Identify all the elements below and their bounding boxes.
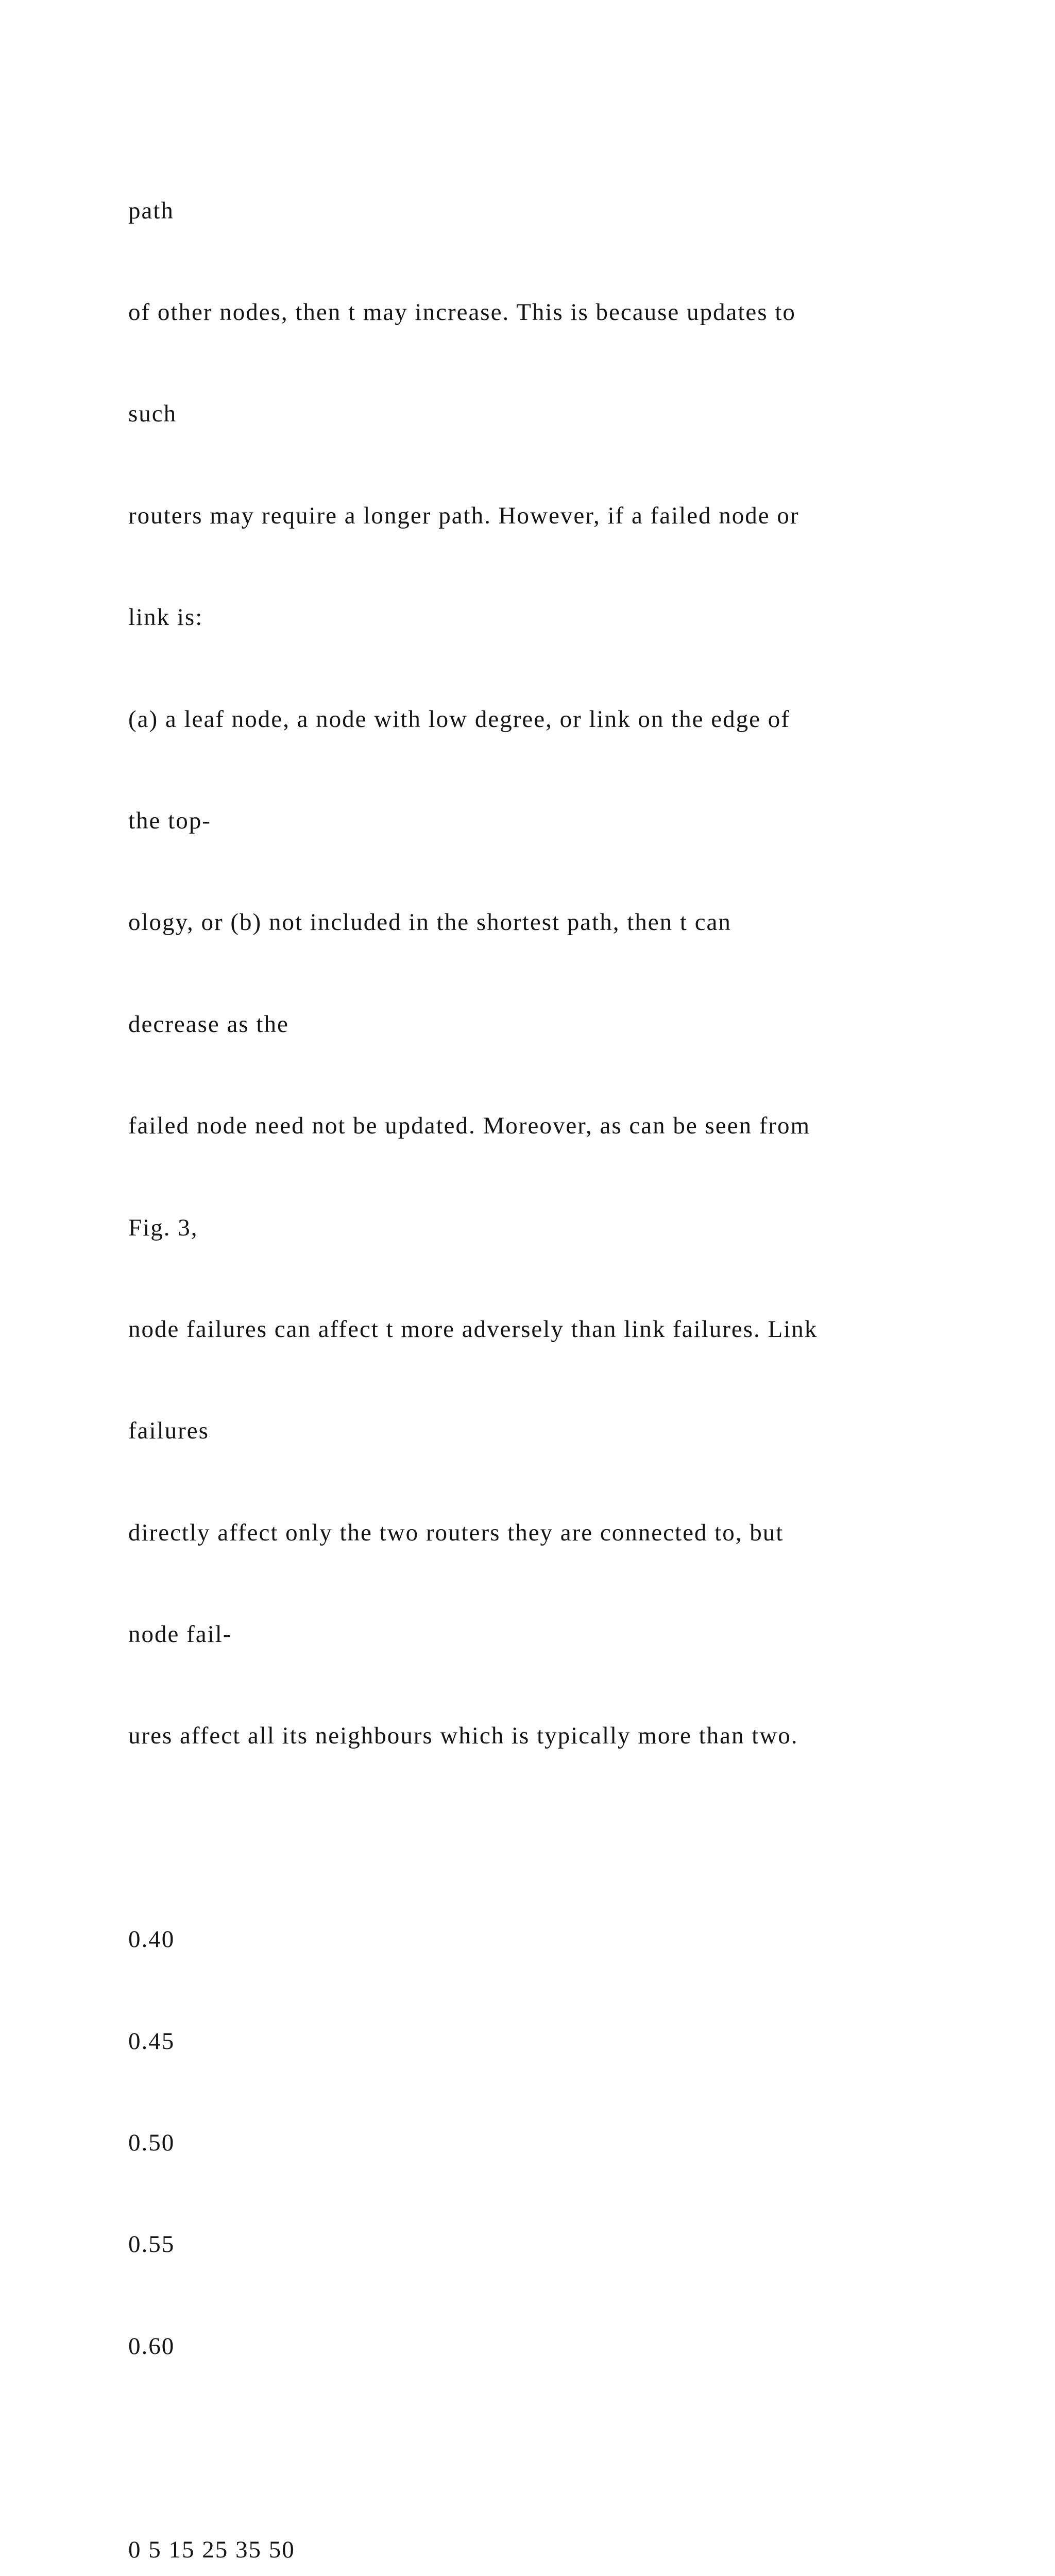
text-line: directly affect only the two routers they are connected to, but xyxy=(128,1519,784,1546)
text-line: 0.50 xyxy=(128,2129,175,2157)
body-text xyxy=(128,126,1004,2576)
text-line: of other nodes, then t may increase. This is because updates to xyxy=(128,298,796,326)
text-line: ology, or (b) not included in the shortest path, then t can xyxy=(128,909,731,936)
text-line: decrease as the xyxy=(128,1010,289,1038)
text-line: such xyxy=(128,400,177,428)
text-line: Fig. 3, xyxy=(128,1214,198,1241)
text-line: routers may require a longer path. However, if a failed node or xyxy=(128,502,799,529)
text-line: the top- xyxy=(128,807,211,834)
text-line: node failures can affect t more adversely than link failures. Link xyxy=(128,1315,818,1343)
text-line: node fail- xyxy=(128,1621,232,1648)
text-line: ures affect all its neighbours which is typically more than two. xyxy=(128,1722,798,1750)
text-line: 0 5 15 25 35 50 xyxy=(128,2536,295,2563)
text-line: path xyxy=(128,197,174,224)
text-line: 0.55 xyxy=(128,2231,175,2258)
text-line: (a) a leaf node, a node with low degree, or link on the edge of xyxy=(128,705,790,733)
text-line: link is: xyxy=(128,604,203,631)
text-line: 0.40 xyxy=(128,1926,175,1953)
text-line: failures xyxy=(128,1417,209,1445)
blank-line xyxy=(128,2431,1004,2465)
blank-line xyxy=(128,1821,1004,1855)
text-line: 0.60 xyxy=(128,2332,175,2360)
text-line: failed node need not be updated. Moreover, as can be seen from xyxy=(128,1112,811,1140)
text-line: 0.45 xyxy=(128,2027,175,2055)
